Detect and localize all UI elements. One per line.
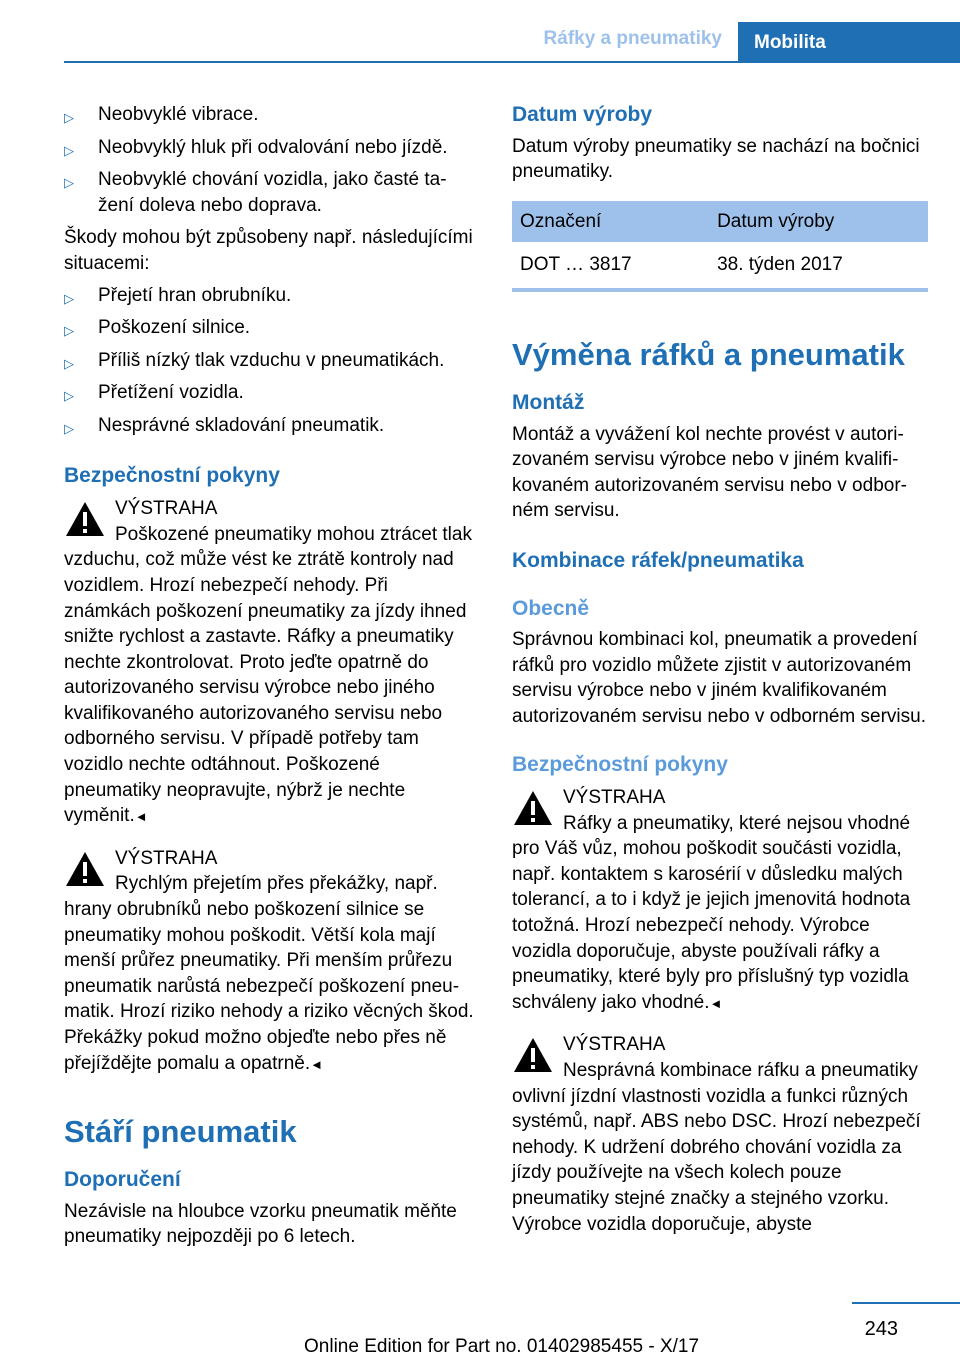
table-cell: 38. týden 2017 [709,242,928,290]
section-title-change: Výměna ráfků a pneumatik [512,336,905,372]
warning-title: VÝSTRAHA [563,1034,666,1056]
bullet-triangle-icon: ▷ [64,388,74,404]
warning-block [64,496,476,830]
recommend-heading: Doporučení [64,1168,181,1192]
list-item: ▷ Nesprávné skladování pneumatik. [64,413,476,439]
safety-heading: Bezpečnostní pokyny [512,752,728,776]
end-mark-icon: ◄ [310,1056,323,1072]
warning-icon [512,789,554,827]
list-item: ▷ Přejetí hran obrubníku. [64,283,476,309]
left-column [64,100,476,1250]
bullet-triangle-icon: ▷ [64,420,74,436]
date-table [512,201,928,292]
warning-icon [512,1036,554,1074]
table-row [512,242,928,290]
warning-title: VÝSTRAHA [563,787,666,809]
warning-icon [64,850,106,888]
table-header: Označení [512,201,709,243]
list-item: ▷ Poškození silnice. [64,315,476,341]
list-item: ▷ Příliš nízký tlak vzduchu v pneumatikách. [64,348,476,374]
header-section-title: Ráfky a pneumatiky [543,28,722,49]
header-chapter-tab: Mobilita [738,22,960,63]
section-title-tire-age: Stáří pneumatik [64,1114,297,1150]
general-text: Správnou kombinaci kol, pneumatik a provedení ráfků pro vozidlo můžete zjistit v autorizovaném servisu výrobce nebo v jiném kvalifikovaném autorizovaném servisu nebo v odborném servisu. [512,629,926,727]
header-rule [64,61,960,63]
bullet-triangle-icon: ▷ [64,323,74,339]
bullet-triangle-icon: ▷ [64,355,74,371]
warning-icon [64,500,106,538]
page-number-rule [852,1302,960,1304]
end-mark-icon: ◄ [134,809,148,825]
right-column [512,100,928,1253]
date-heading: Datum výroby [512,103,653,126]
warning-text: Rychlým přejetím přes překážky, např. hrany obrubníků nebo poškození silnice se pneumatiky mohou poškodit. Větší kola mají menší průřez pneumatiky. Při menším průřezu pneumatik narůstá nebezpečí poškození pneumatik. Hrozí riziko nehody a riziko věcných škod. Překážky pokud možno objeďte nebo přes ně přejíždějte pomalu a opatrně. [64,873,474,1074]
bullet-triangle-icon: ▷ [64,290,74,306]
date-text: Datum výroby pneumatiky se nachází na bočnici pneumatiky. [512,135,920,183]
recommend-text: Nezávisle na hloubce vzorku pneumatik měňte pneumatiky nejpozději po 6 letech. [64,1200,457,1248]
general-heading: Obecně [512,596,590,620]
warning-block [512,1032,928,1237]
warning-title: VÝSTRAHA [115,498,218,520]
list-item: ▷ Neobvyklé vibrace. [64,102,476,128]
warning-block [512,785,928,1016]
mount-text: Montáž a vyvážení kol nechte provést v autorizovaném servisu výrobce nebo v jiném kvalifikovaném autorizovaném servisu nebo v odborném servisu. [512,423,907,522]
combo-heading: Kombinace ráfek/pneumatika [512,548,804,572]
warning-block [64,846,476,1077]
list-item: ▷ Neobvyklé chování vozidla, jako časté tažení doleva nebo doprava. [64,169,447,216]
warning-text: Poškozené pneumatiky mohou ztrácet tlak vzduchu, což může vést ke ztrátě kontroly nad vozidlem. Hrozí nebezpečí nehody. Při známkách poškození pneumatiky za jízdy ihned snižte rychlost a zastavte. Ráfky a pneumatiky nechte zkontrolovat. Proto jeďte opatrně do autorizovaného servisu výrobce nebo jiného kvalifikovaného autorizovaného servisu nebo odborného servisu. V případě potřeby tam vozidlo nechte odtáhnout. Poškozené pneumatiky neopravujte, nýbrž je nechte vyměnit. [64,523,472,827]
warning-text: Nesprávná kombinace ráfku a pneumatiky ovlivní jízdní vlastnosti vozidla a funkci různých systémů, např. ABS nebo DSC. Hrozí nebezpečí nehody. K udržení dobrého chování vozidla za jízdy používejte na všech kolech pouze pneumatiky stejné značky a stejného vzorku. Výrobce vozidla doporučuje, abyste [512,1060,921,1235]
paragraph: Škody mohou být způsobeny např. následujícími situacemi: [64,227,473,274]
footer-edition: Online Edition for Part no. 01402985455 - X/17 [304,1336,700,1357]
safety-heading: Bezpečnostní pokyny [64,463,280,487]
warning-text: Ráfky a pneumatiky, které nejsou vhodné pro Váš vůz, mohou poškodit součásti vozidla, např. kontaktem s karosérií v důsledku malých tolerancí, a to i když je jejich jmenovitá hodnota totožná. Hrozí nebezpečí nehody. Výrobce vozidla doporučuje, abyste používali ráfky a pneumatiky, které byly pro příslušný typ vozidla schváleny jako vhodné. [512,812,911,1013]
table-header-row [512,201,928,243]
warning-title: VÝSTRAHA [115,847,218,869]
bullet-triangle-icon: ▷ [64,110,74,125]
end-mark-icon: ◄ [709,995,723,1011]
list-item: ▷ Přetížení vozidla. [64,380,476,406]
list-item: ▷ Neobvyklý hluk při odvalování nebo jízdě. [64,135,476,161]
table-header: Datum výroby [709,201,928,243]
bullet-triangle-icon: ▷ [64,175,74,191]
page-number: 243 [864,1318,898,1340]
mount-heading: Montáž [512,390,585,414]
bullet-triangle-icon: ▷ [64,142,74,158]
table-cell: DOT … 3817 [512,242,709,290]
